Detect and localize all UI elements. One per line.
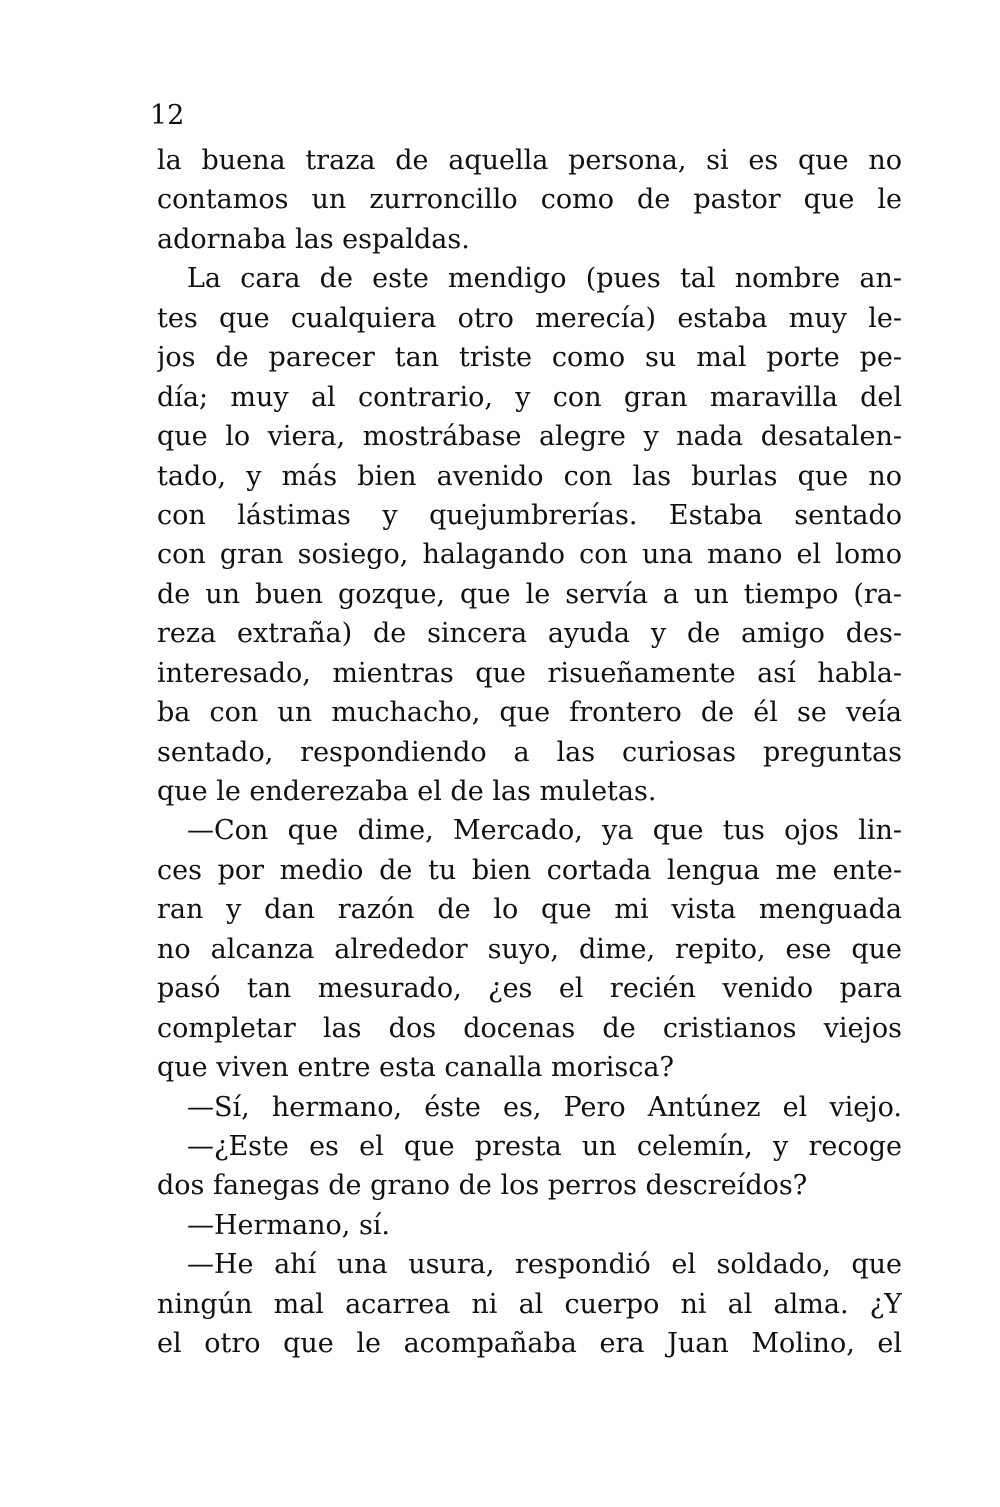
text-line: ba con un muchacho, que frontero de él se veía xyxy=(157,697,902,729)
text-line: sentado, respondiendo a las curiosas preguntas xyxy=(157,736,902,768)
text-line: —Con que dime, Mercado, ya que tus ojos lin- xyxy=(187,815,902,847)
text-line: jos de parecer tan triste como su mal porte pe- xyxy=(157,342,902,374)
text-line: que le enderezaba el de las muletas. xyxy=(157,776,657,807)
text-line: la buena traza de aquella persona, si es que no xyxy=(157,145,902,176)
text-line: reza extraña) de sincera ayuda y de amigo des- xyxy=(157,618,902,650)
text-line: —¿Este es el que presta un celemín, y recoge xyxy=(187,1130,902,1162)
text-line: ces por medio de tu bien cortada lengua me ente- xyxy=(157,854,902,886)
text-line: con gran sosiego, halagando con una mano el lomo xyxy=(157,539,902,571)
text-line: —Sí, hermano, éste es, Pero Antúnez el viejo. xyxy=(187,1091,902,1123)
text-line: —Hermano, sí. xyxy=(187,1209,391,1241)
text-line: tes que cualquiera otro merecía) estaba muy le- xyxy=(157,302,902,334)
text-line: contamos un zurroncillo como de pastor que le xyxy=(157,184,902,216)
text-line: ran y dan razón de lo que mi vista menguada xyxy=(157,894,902,926)
text-line: que lo viera, mostrábase alegre y nada desatalen- xyxy=(157,421,902,453)
text-line: ningún mal acarrea ni al cuerpo ni al alma. ¿Y xyxy=(157,1288,902,1320)
text-line: con lástimas y quejumbrerías. Estaba sentado xyxy=(157,499,902,531)
text-line: que viven entre esta canalla morisca? xyxy=(157,1052,674,1084)
text-line: interesado, mientras que risueñamente así habla- xyxy=(157,657,902,689)
text-line: dos fanegas de grano de los perros descreídos? xyxy=(157,1170,808,1202)
text-line: de un buen gozque, que le servía a un tiempo (ra- xyxy=(157,578,902,610)
text-line: no alcanza alrededor suyo, dime, repito, ese que xyxy=(157,933,902,965)
text-line: completar las dos docenas de cristianos viejos xyxy=(157,1012,902,1044)
text-line: adornaba las espaldas. xyxy=(157,223,470,255)
text-line: pasó tan mesurado, ¿es el recién venido para xyxy=(157,973,902,1005)
text-line: el otro que le acompañaba era Juan Molino, el xyxy=(157,1328,902,1360)
page-number: 12 xyxy=(150,100,185,131)
text-line: día; muy al contrario, y con gran maravilla del xyxy=(157,381,902,413)
text-line: tado, y más bien avenido con las burlas que no xyxy=(157,460,902,492)
text-body xyxy=(157,141,902,1364)
text-line: La cara de este mendigo (pues tal nombre an- xyxy=(187,263,902,295)
text-line: —He ahí una usura, respondió el soldado, que xyxy=(187,1249,902,1281)
